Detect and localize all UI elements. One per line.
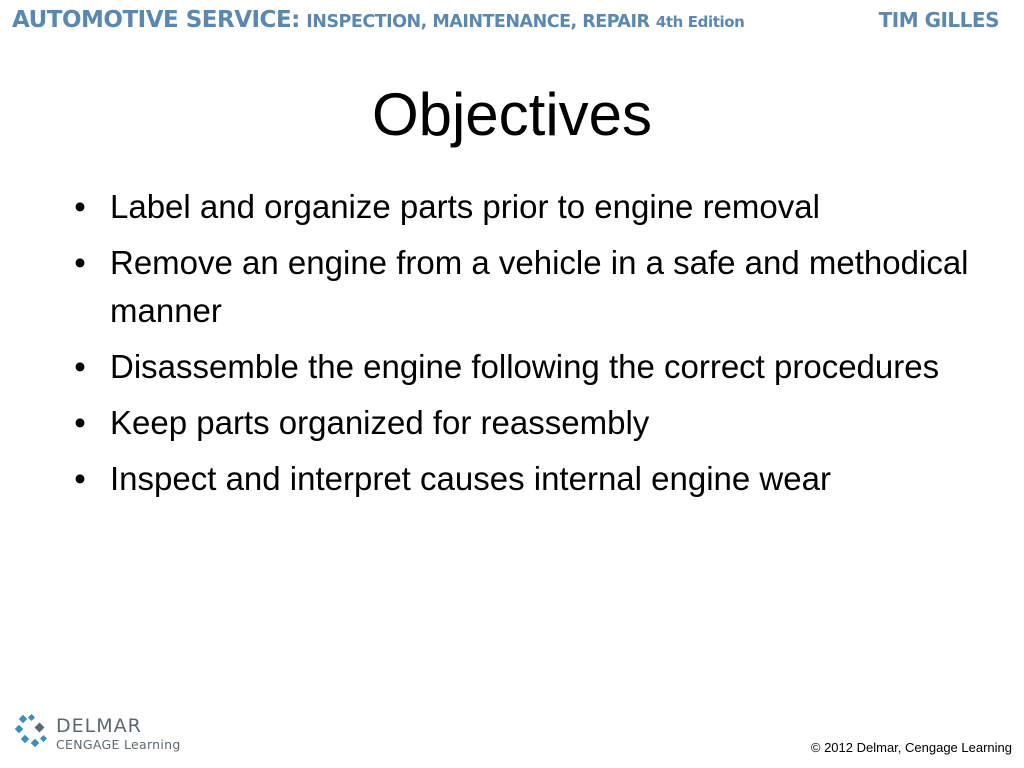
bullet-icon: • [74,244,86,281]
list-item-text: Keep parts organized for reassembly [110,404,650,441]
bullet-icon: • [74,188,86,225]
book-title-sub: INSPECTION, MAINTENANCE, REPAIR [306,12,650,32]
bullet-icon: • [74,460,86,497]
copyright-notice: © 2012 Delmar, Cengage Learning [810,740,1012,755]
book-title-main: AUTOMOTIVE SERVICE: [12,7,300,33]
slide-title: Objectives [371,81,653,148]
list-item [70,399,970,447]
list-item-text: Disassemble the engine following the correct procedures [110,348,940,385]
bullet-icon: • [74,348,86,385]
bullet-icon: • [74,404,86,441]
logo-subtitle: CENGAGE Learning [56,737,181,752]
book-edition: 4th Edition [655,13,745,31]
list-item-text: Label and organize parts prior to engine removal [110,188,820,225]
book-title [12,7,744,33]
list-item-text: Inspect and interpret causes internal engine wear [110,460,831,497]
list-item [70,343,970,391]
delmar-cengage-logo [14,714,194,754]
slide-header [0,0,1024,42]
list-item [70,183,970,231]
objectives-list [70,183,970,511]
delmar-logo-icon [14,714,50,750]
list-item [70,239,970,335]
list-item [70,455,970,503]
logo-name: DELMAR [56,715,142,737]
list-item-text: Remove an engine from a vehicle in a safe and methodical manner [110,244,969,329]
book-author: TIM GILLES [878,8,999,32]
